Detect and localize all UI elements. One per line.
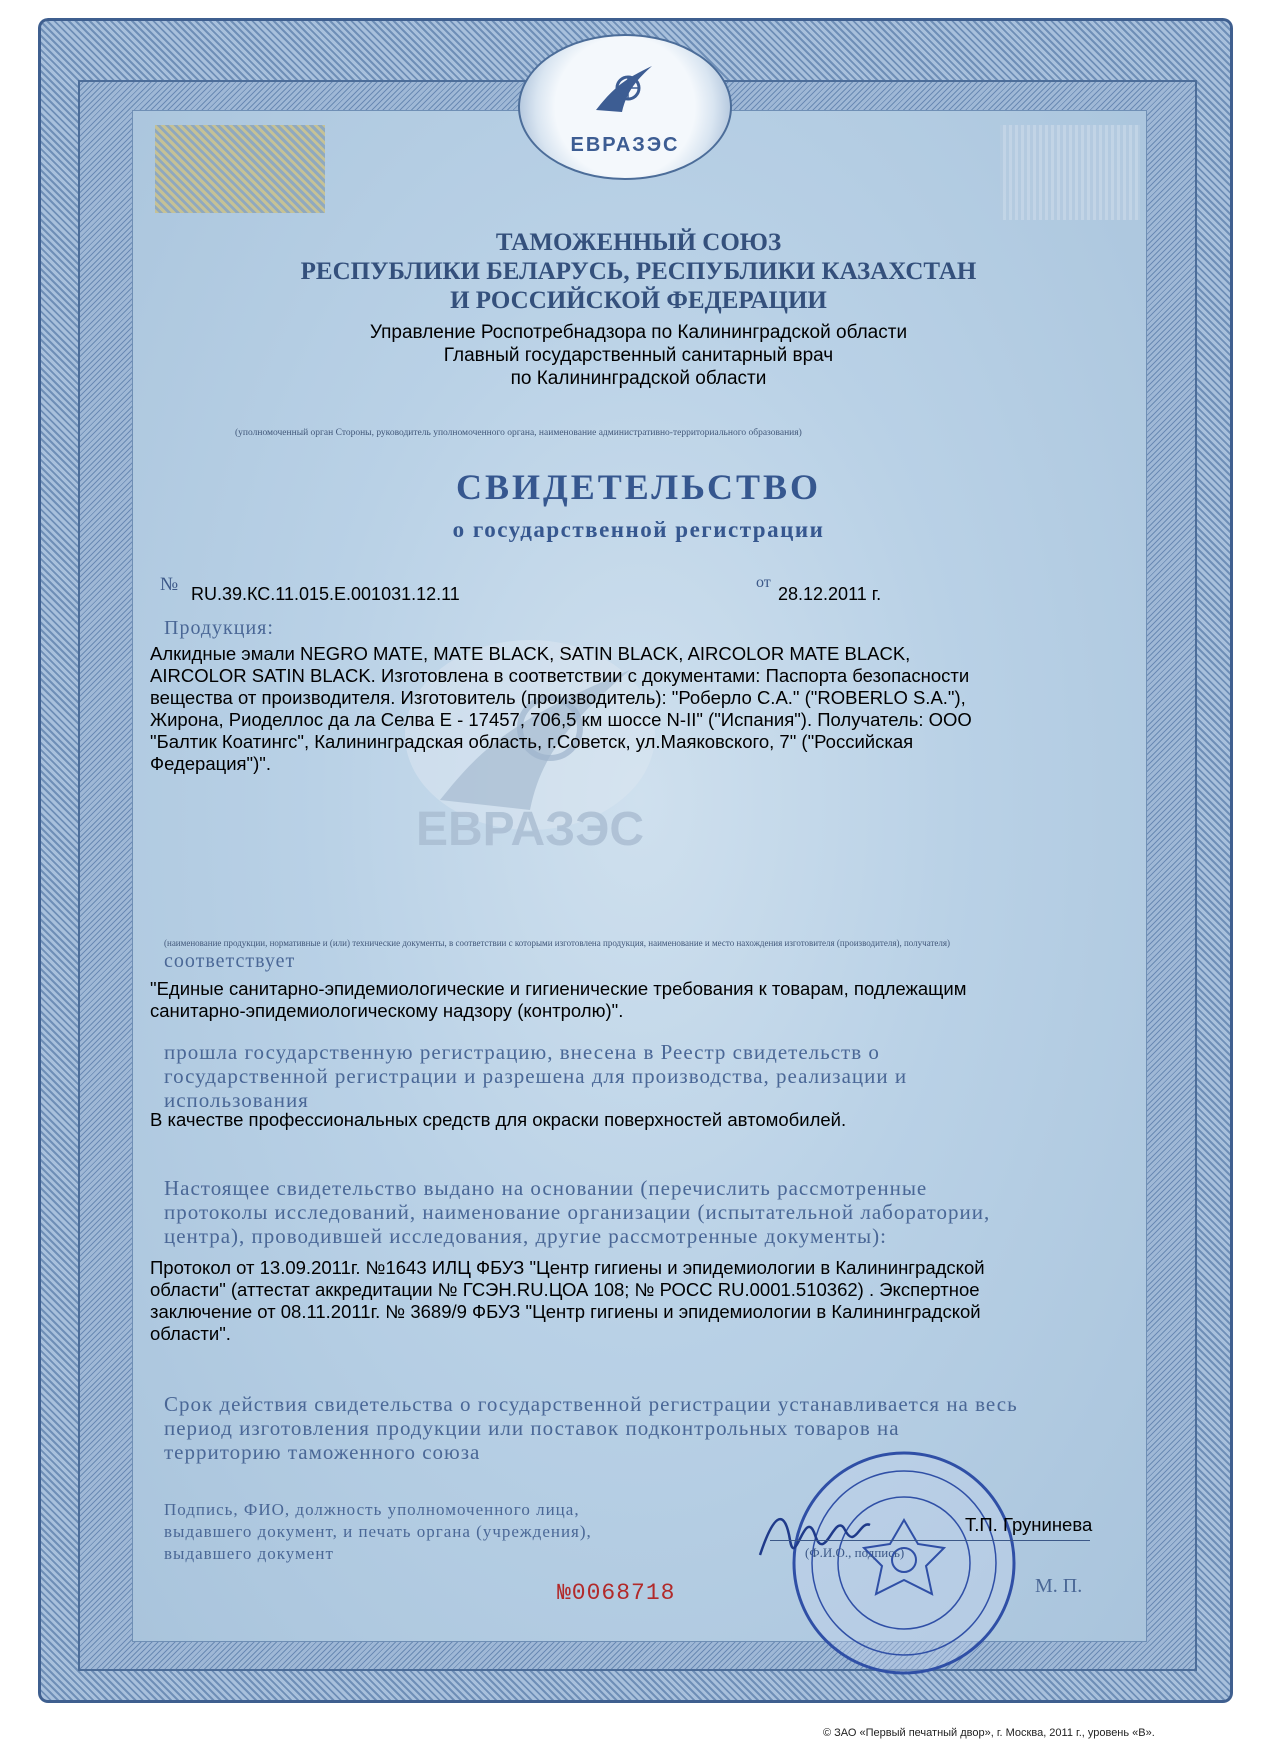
product-line: "Балтик Коатингс", Калининградская область, г.Советск, ул.Маяковского, 7" ("Российская (150, 731, 914, 752)
product-line: Федерация")". (150, 753, 271, 774)
union-heading: ТАМОЖЕННЫЙ СОЮЗ (495, 229, 782, 256)
number-sign: № (160, 574, 179, 595)
usage-text: В качестве профессиональных средств для окраски поверхностей автомобилей. (150, 1109, 847, 1130)
basis-label-line: Настоящее свидетельство выдано на основании (перечислить рассмотренные (164, 1176, 928, 1200)
signature-label-line: выдавшего документ, и печать органа (учреждения), (164, 1522, 592, 1541)
basis-line: области". (150, 1323, 231, 1344)
authority-line: Главный государственный санитарный врач (443, 345, 834, 366)
validity-line: период изготовления продукции или поставок подконтрольных товаров на (164, 1416, 900, 1440)
document-subtitle: о государственной регистрации (452, 517, 825, 542)
registered-line: государственной регистрации и разрешена для производства, реализации и (164, 1064, 908, 1088)
product-line: AIRCOLOR SATIN BLACK. Изготовлена в соответствии с документами: Паспорта безопасности (150, 665, 970, 686)
product-line: Жирона, Риоделлос да ла Селва E - 17457, 706,5 км шоссе N-II" ("Испания"). Получатель: ООО (150, 709, 972, 730)
signature-label-line: выдавшего документ (164, 1544, 334, 1563)
registered-line: использования (164, 1088, 309, 1112)
registered-line: прошла государственную регистрацию, внесена в Реестр свидетельств о (164, 1040, 880, 1064)
basis-label-line: протоколы исследований, наименование организации (испытательной лаборатории, (164, 1200, 991, 1224)
security-patch (1000, 125, 1140, 220)
registration-date: 28.12.2011 г. (778, 584, 882, 604)
signature-line (770, 1540, 1090, 1541)
validity-line: территорию таможенного союза (164, 1440, 481, 1464)
hologram-patch (155, 125, 325, 213)
registration-number: RU.39.КС.11.015.Е.001031.12.11 (191, 584, 460, 604)
signature-label-line: Подпись, ФИО, должность уполномоченного лица, (164, 1500, 580, 1519)
union-members-line: РЕСПУБЛИКИ БЕЛАРУСЬ, РЕСПУБЛИКИ КАЗАХСТАН (300, 258, 977, 285)
fio-caption: (Ф.И.О., подпись) (805, 1545, 905, 1560)
basis-line: области" (аттестат аккредитации № ГСЭН.RU.ЦОА 108; № РОСС RU.0001.510362) . Экспертное (150, 1279, 980, 1300)
authority-caption: (уполномоченный орган Стороны, руководитель уполномоченного органа, наименование административно-территориального образования) (235, 428, 802, 438)
emblem-text: ЕВРАЗЭС (570, 134, 680, 156)
authority-line: Управление Роспотребнадзора по Калининградской области (369, 322, 908, 343)
basis-line: заключение от 08.11.2011г. № 3689/9 ФБУЗ "Центр гигиены и эпидемиологии в Калининградской (150, 1301, 981, 1322)
product-line: вещества от производителя. Изготовитель (производитель): "Роберло С.А." ("ROBERLO S.A."), (150, 687, 966, 708)
printer-footer: © ЗАО «Первый печатный двор», г. Москва, 2011 г., уровень «В». (823, 1727, 1155, 1739)
svg-text:ЕВРАЗЭС: ЕВРАЗЭС (415, 803, 645, 856)
validity-line: Срок действия свидетельства о государственной регистрации устанавливается на весь (164, 1392, 1018, 1416)
union-members-line: И РОССИЙСКОЙ ФЕДЕРАЦИИ (450, 287, 827, 314)
basis-line: Протокол от 13.09.2011г. №1643 ИЛЦ ФБУЗ "Центр гигиены и эпидемиологии в Калининградской (150, 1257, 985, 1278)
basis-label-line: центра), проводившей исследования, другие рассмотренные документы): (164, 1224, 887, 1248)
mp-mark: М. П. (1035, 1575, 1083, 1597)
product-line: Алкидные эмали NEGRO MATE, MATE BLACK, SATIN BLACK, AIRCOLOR MATE BLACK, (150, 643, 911, 664)
serial-number: №0068718 (557, 1580, 676, 1606)
authority-line: по Калининградской области (510, 368, 767, 389)
euraseс-emblem (518, 34, 732, 180)
conformity-line: санитарно-эпидемиологическому надзору (контролю)". (150, 1000, 624, 1021)
document-title: СВИДЕТЕЛЬСТВО (455, 467, 822, 507)
conformity-label: соответствует (164, 950, 296, 972)
emblem-logo-icon (592, 60, 658, 118)
signatory-name: Т.П. Грунинева (965, 1514, 1093, 1535)
conformity-line: "Единые санитарно-эпидемиологические и гигиенические требования к товарам, подлежащим (150, 978, 967, 999)
date-prefix: от (756, 574, 771, 591)
product-label: Продукция: (164, 617, 274, 639)
product-caption: (наименование продукции, нормативные и (или) технические документы, в соответствии с которыми изготовлена продукция, наименование и место нахождения изготовителя (производителя), получателя) (164, 938, 951, 948)
